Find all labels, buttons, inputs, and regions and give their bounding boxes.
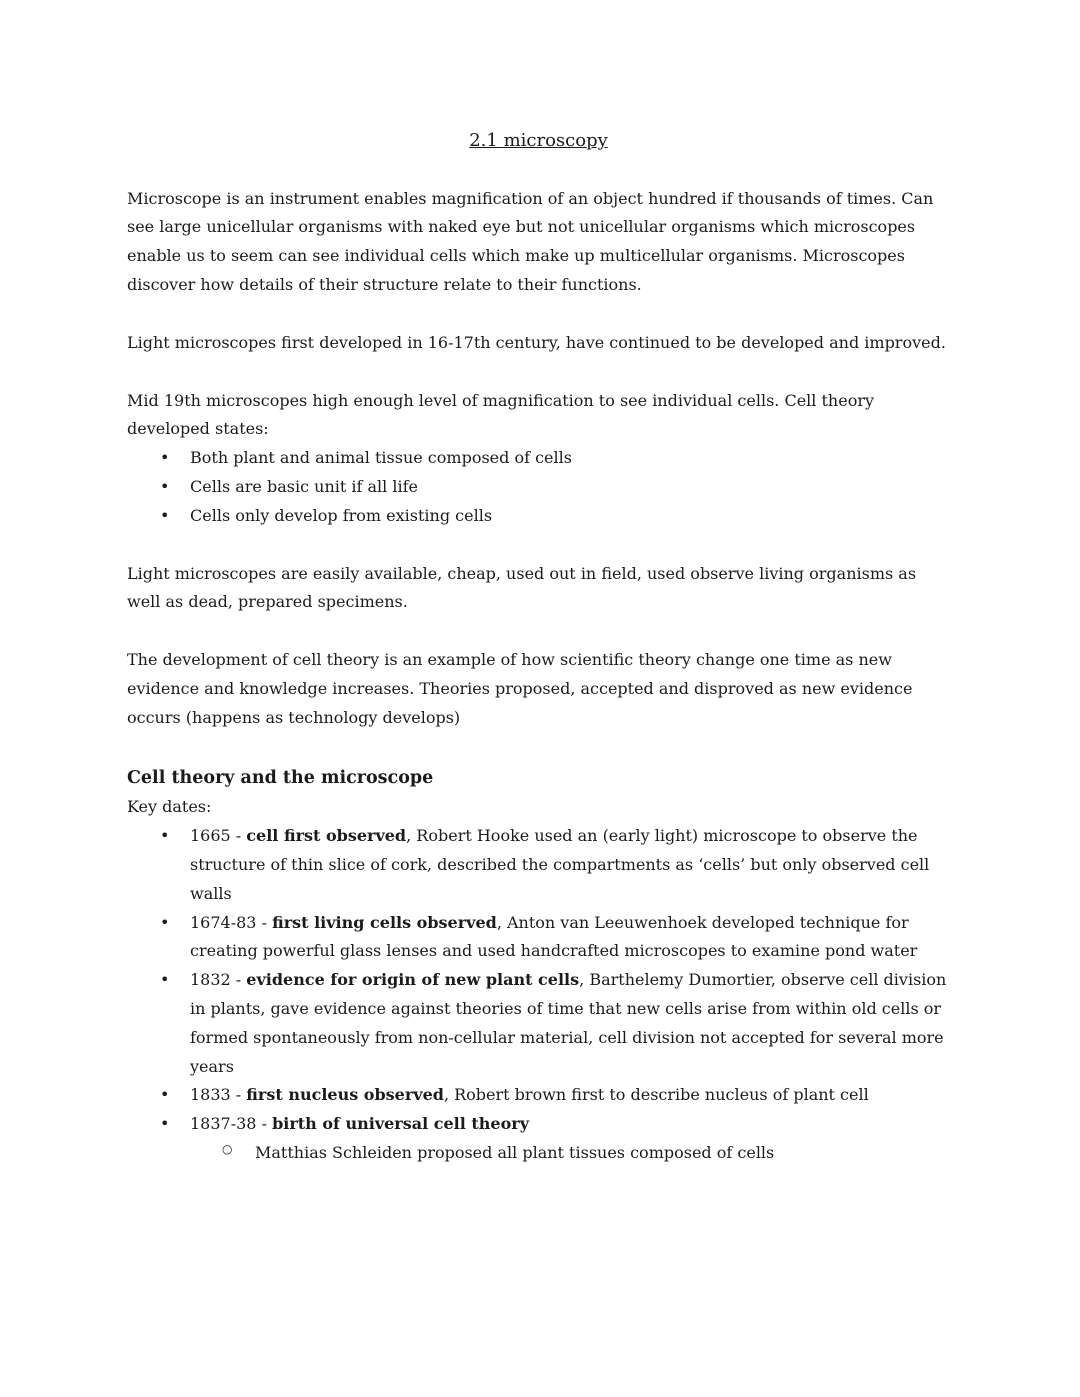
paragraph-theory-change: The development of cell theory is an example of how scientific theory change one time as new evidence and knowledge increases. Theories proposed, accepted and disproved as new evidence occurs (happens as technology develops) [127, 650, 913, 727]
key-date-sub-list [190, 1139, 950, 1168]
paragraph-mid-19th: Mid 19th microscopes high enough level of magnification to see individual cells. Cell theory developed states: [127, 390, 875, 439]
key-date-item-1665 [127, 822, 950, 908]
text-run: 1833 - [190, 1085, 247, 1105]
list-item: • Cells are basic unit if all life [127, 473, 950, 502]
list-item: • Cells only develop from existing cells [127, 502, 950, 531]
bold-text-run: evidence for origin of new plant cells [246, 970, 580, 990]
key-date-item-1832 [127, 966, 950, 1081]
bold-text-run: birth of universal cell theory [272, 1114, 529, 1134]
key-dates-list [127, 822, 950, 1168]
text-run: 1832 - [190, 970, 247, 990]
list-item: • Both plant and animal tissue composed of cells [127, 444, 950, 473]
text-run: , Robert brown first to describe nucleus of plant cell [443, 1085, 869, 1105]
text-run: 1674-83 - [190, 912, 273, 932]
section-heading: Cell theory and the microscope [127, 767, 434, 788]
bold-text-run: first nucleus observed [246, 1085, 444, 1105]
key-date-item-1833 [127, 1081, 950, 1110]
bold-text-run: cell first observed [246, 826, 407, 846]
paragraph-intro: Microscope is an instrument enables magnification of an object hundred if thousands of times. Can see large unicellular organisms with naked eye but not unicellular organisms which microscopes enable us to seem can see individual cells which make up multicellular organisms. Microscopes discover how details of their structure relate to their functions. [127, 188, 934, 295]
text-run: 1837-38 - [190, 1114, 273, 1134]
key-date-text [190, 1114, 529, 1133]
text-run: , Robert Hooke used an (early light) microscope to observe the structure of thin slice of cork, described the compartments as ‘cells’ but only observed cell walls [190, 826, 930, 903]
text-run: 1665 - [190, 826, 247, 846]
key-dates-label: Key dates: [127, 797, 212, 817]
text-run: , Barthelemy Dumortier, observe cell division in plants, gave evidence against theories of time that new cells arise from within old cells or formed spontaneously from non-cellular material, cell division not accepted for several more years [190, 970, 947, 1076]
key-date-sub-item: ○ Matthias Schleiden proposed all plant tissues composed of cells [190, 1139, 950, 1168]
text-run: , Anton van Leeuwenhoek developed technique for creating powerful glass lenses and used handcrafted microscopes to examine pond water [190, 912, 918, 961]
page-title: 2.1 microscopy [469, 130, 608, 151]
cell-theory-list [127, 444, 950, 530]
key-date-item-1674-83 [127, 909, 950, 967]
paragraph-availability: Light microscopes are easily available, cheap, used out in field, used observe living organisms as well as dead, prepared specimens. [127, 563, 917, 612]
paragraph-light-development: Light microscopes first developed in 16-17th century, have continued to be developed and improved. [127, 332, 946, 352]
bold-text-run: first living cells observed [272, 912, 497, 932]
key-date-item-1837-38 [127, 1110, 950, 1168]
